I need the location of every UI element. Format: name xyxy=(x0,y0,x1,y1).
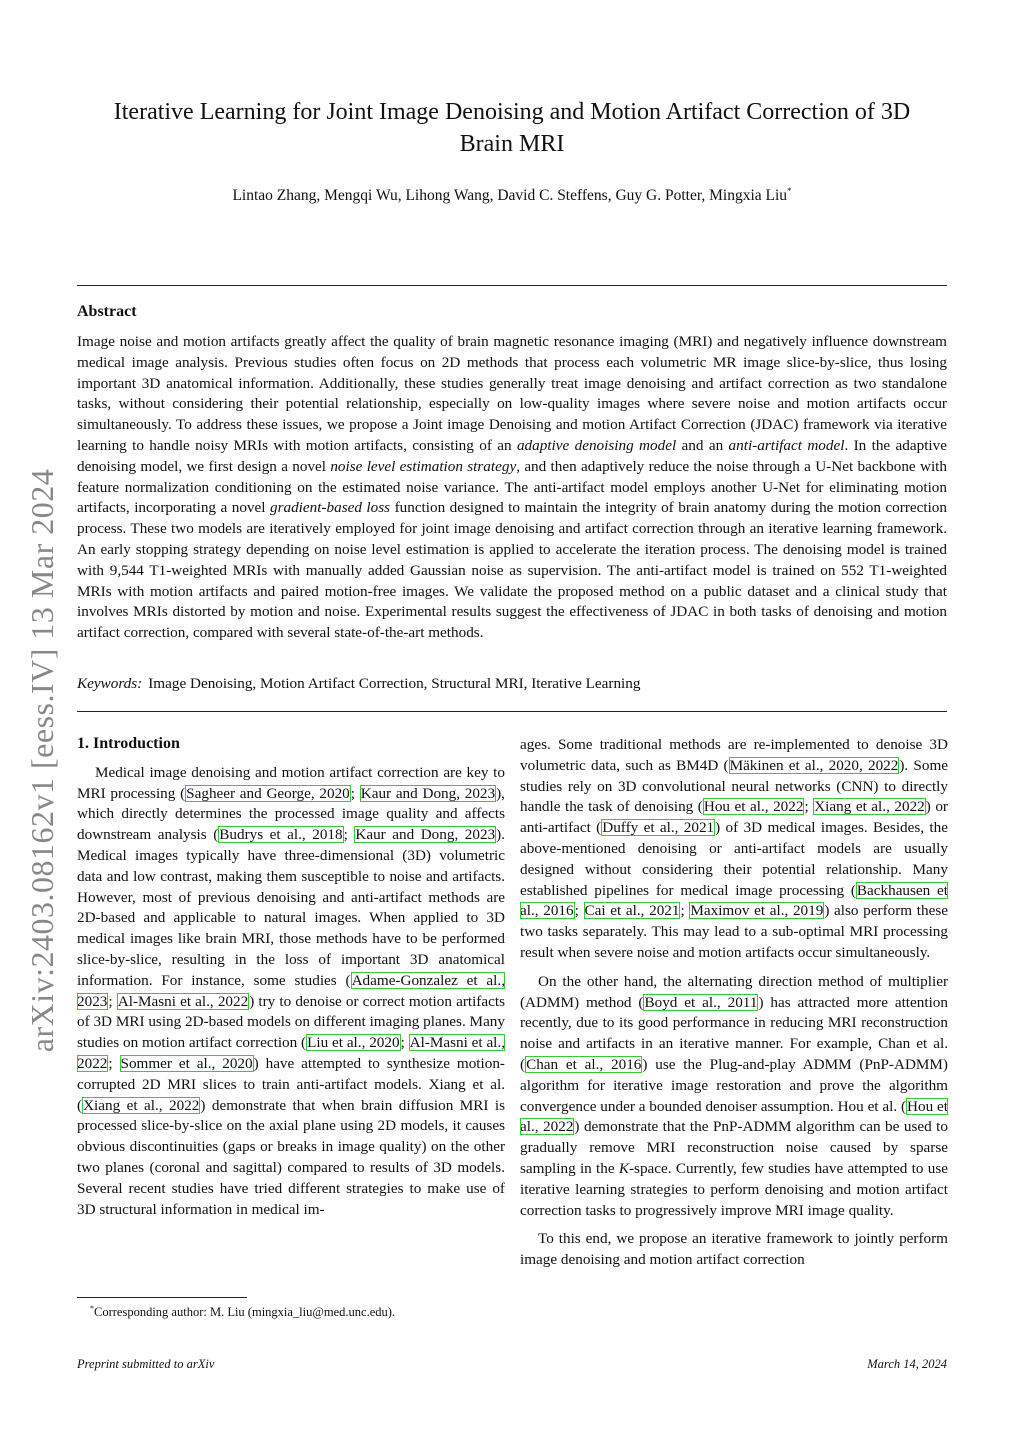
citation-link[interactable]: Duffy et al., 2021 xyxy=(602,819,715,837)
citation-link[interactable]: Liu et al., 2020 xyxy=(307,1034,400,1052)
intro-paragraph-4: To this end, we propose an iterative framework to jointly perform image denoising and motion artifact correction xyxy=(520,1230,948,1269)
abstract-heading: Abstract xyxy=(77,303,137,320)
citation-link[interactable]: Al-Masni et al., 2022 xyxy=(117,992,249,1010)
abstract-text: and an xyxy=(676,436,729,454)
abstract-emphasis: noise level estimation strategy xyxy=(330,457,517,475)
body-text: ) have attempted to synthesize motion-corrupted 2D MRI slices to train anti-artifact models. Xiang et al. ( xyxy=(77,1054,505,1114)
body-text: ; xyxy=(804,798,814,816)
abstract-emphasis: anti-artifact model xyxy=(728,436,845,454)
footnote-divider xyxy=(77,1297,247,1298)
body-text: ) has attracted more attention recently, due to its good performance in reducing MRI reconstruction noise and artifacts in an iterative manner. For example, Chan et al. ( xyxy=(520,993,948,1073)
body-text: ; xyxy=(108,1054,120,1072)
abstract-text: function designed to maintain the integrity of brain anatomy during the motion correction process. These two models are iteratively employed for joint image denoising and artifact correction through an iterative learning framework. An early stopping strategy depending on noise level estimation is applied to accelerate the iteration process. The denoising model is trained with 9,544 T1-weighted MRIs with manually added Gaussian noise as supervision. The anti-artifact model is trained on 552 T1-weighted MRIs with motion artifacts and paired motion-free images. We validate the proposed method on a public dataset and a clinical study that involves MRIs distorted by motion and noise. Experimental results suggest the effectiveness of JDAC in both tasks of denoising and motion artifact correction, compared with several state-of-the-art methods. xyxy=(77,499,947,642)
citation-link[interactable]: Kaur and Dong, 2023 xyxy=(360,784,496,802)
body-text: ) or anti-artifact ( xyxy=(520,798,948,837)
body-text: ) try to denoise or correct motion artifacts of 3D MRI using 2D-based models on different imaging planes. Many studies on motion artifact correction ( xyxy=(77,992,505,1052)
arxiv-sidebar-stamp xyxy=(18,440,68,1080)
footnote-text: Corresponding author: M. Liu (mingxia_liu@med.unc.edu). xyxy=(94,1305,396,1320)
citation-link[interactable]: Maximov et al., 2019 xyxy=(690,902,824,920)
body-text: ) demonstrate that when brain diffusion MRI is processed slice-by-slice on the axial plane using 2D models, it causes obvious discontinuities (gaps or breaks in image quality) on the other two planes (coronal and sagittal) compared to results of 3D models. Several recent studies have tried different strategies to make use of 3D structural information in medical im- xyxy=(77,1096,505,1218)
citation-link[interactable]: Hou et al., 2022 xyxy=(520,1097,948,1136)
paper-title: Iterative Learning for Joint Image Denoising and Motion Artifact Correction of 3D Brain MRI xyxy=(113,99,911,157)
keywords-text: Image Denoising, Motion Artifact Correction, Structural MRI, Iterative Learning xyxy=(148,675,641,692)
author-names: Lintao Zhang, Mengqi Wu, Lihong Wang, David C. Steffens, Guy G. Potter, Mingxia Liu xyxy=(232,187,788,205)
citation-link[interactable]: Budrys et al., 2018 xyxy=(219,826,343,844)
abstract-text: Image noise and motion artifacts greatly affect the quality of brain magnetic resonance imaging (MRI) and negatively influence downstream medical image analysis. Previous studies often focus on 2D methods that process each volumetric MR image slice-by-slice, thus losing important 3D anatomical information. Additionally, these studies generally treat image denoising and artifact correction as two standalone tasks, without considering their potential relationship, especially on low-quality images where severe noise and motion artifacts occur simultaneously. To address these issues, we propose a Joint image Denoising and motion Artifact Correction (JDAC) framework via iterative learning to handle noisy MRIs with motion artifacts, consisting of an xyxy=(77,333,947,454)
body-text: ; xyxy=(680,902,690,920)
intro-paragraph-3 xyxy=(520,972,948,1222)
body-text: ). Some studies rely on 3D convolutional neural networks (CNN) to directly handle the task of denoising ( xyxy=(520,756,948,816)
citation-link[interactable]: Sommer et al., 2020 xyxy=(120,1054,253,1072)
body-text: -space. Currently, few studies have attempted to use iterative learning strategies to perform denoising and motion artifact correction tasks to progressively improve MRI image quality. xyxy=(520,1159,948,1219)
math-variable: K xyxy=(618,1159,629,1177)
footer-preprint-note: Preprint submitted to arXiv xyxy=(77,1357,215,1371)
citation-link[interactable]: Adame-Gonzalez et al., 2023 xyxy=(77,971,505,1010)
body-text: ; xyxy=(400,1034,409,1052)
intro-paragraph-1 xyxy=(77,763,505,1221)
body-text: ) also perform these two tasks separately. This may lead to a sub-optimal MRI processing result when severe noise and motion artifacts occur simultaneously. xyxy=(520,902,948,961)
citation-link[interactable]: Kaur and Dong, 2023 xyxy=(355,826,496,844)
citation-link[interactable]: Al-Masni et al., 2022 xyxy=(77,1034,505,1072)
citation-link[interactable]: Xiang et al., 2022 xyxy=(83,1096,200,1114)
abstract-text: . In the adaptive denoising model, we first design a novel xyxy=(77,436,947,475)
abstract-body xyxy=(77,332,947,644)
citation-link[interactable]: Hou et al., 2022 xyxy=(703,798,804,816)
body-text: ) of 3D medical images. Besides, the above-mentioned denoising or anti-artifact models are usually designed without considering their potential relationship. Many established pipelines for medical image processing ( xyxy=(520,819,948,899)
body-text: ), which directly determines the processed image quality and affects downstream analysis ( xyxy=(77,784,505,844)
keywords-label: Keywords: xyxy=(77,675,143,692)
body-text: ). Medical images typically have three-dimensional (3D) volumetric data and low contrast, making them susceptible to noise and artifacts. However, most of previous denoising and anti-artifact methods are 2D-based and applicable to natural images. When applied to 3D medical images like brain MRI, those methods have to be performed slice-by-slice, resulting in the loss of important 3D anatomical information. For instance, some studies ( xyxy=(77,826,505,989)
citation-link[interactable]: Sagheer and George, 2020 xyxy=(186,784,350,802)
author-list xyxy=(90,186,934,205)
footer-date: March 14, 2024 xyxy=(867,1357,947,1371)
body-text: On the other hand, the alternating direction method of multiplier (ADMM) method ( xyxy=(520,972,948,1011)
abstract-emphasis: adaptive denoising model xyxy=(516,436,677,454)
abstract-emphasis: gradient-based loss xyxy=(269,499,391,517)
abstract-text: , and then adaptively reduce the noise through a U-Net backbone with feature normalization conditioning on the estimated noise variance. The anti-artifact model employs another U-Net for eliminating motion artifacts, incorporating a novel xyxy=(77,457,947,517)
top-divider xyxy=(77,285,947,286)
arxiv-id-text: arXiv:2403.08162v1 [eess.IV] 13 Mar 2024 xyxy=(24,468,61,1052)
body-text: ; xyxy=(350,784,360,802)
body-text: Medical image denoising and motion artifact correction are key to MRI processing ( xyxy=(77,763,505,802)
body-text: ) demonstrate that the PnP-ADMM algorithm can be used to gradually remove MRI reconstruction noise caused by sparse sampling in the xyxy=(520,1118,948,1177)
section-heading-introduction: 1. Introduction xyxy=(77,735,180,752)
body-text: ages. Some traditional methods are re-implemented to denoise 3D volumetric data, such as BM4D ( xyxy=(520,736,948,774)
citation-link[interactable]: Boyd et al., 2011 xyxy=(644,993,758,1011)
citation-link[interactable]: Cai et al., 2021 xyxy=(584,902,680,920)
abstract-bottom-divider xyxy=(77,711,947,712)
right-column xyxy=(520,735,948,1271)
body-text: ) use the Plug-and-play ADMM (PnP-ADMM) algorithm for iterative image restoration and prove the algorithm convergence under a bounded denoiser assumption. Hou et al. ( xyxy=(520,1055,948,1115)
citation-link[interactable]: Backhausen et al., 2016 xyxy=(520,881,949,920)
body-text: ; xyxy=(343,826,355,844)
keywords-line xyxy=(77,675,640,693)
citation-link[interactable]: Mäkinen et al., 2020, 2022 xyxy=(729,756,899,774)
corresponding-author-mark: * xyxy=(787,186,792,196)
citation-link[interactable]: Chan et al., 2016 xyxy=(526,1055,642,1073)
footnote-mark: * xyxy=(90,1304,94,1313)
body-text: ; xyxy=(574,902,584,920)
citation-link[interactable]: Xiang et al., 2022 xyxy=(814,798,925,816)
footnote xyxy=(90,1304,395,1320)
left-column xyxy=(77,734,505,1220)
body-text: ; xyxy=(108,992,117,1010)
intro-paragraph-2 xyxy=(520,735,948,964)
